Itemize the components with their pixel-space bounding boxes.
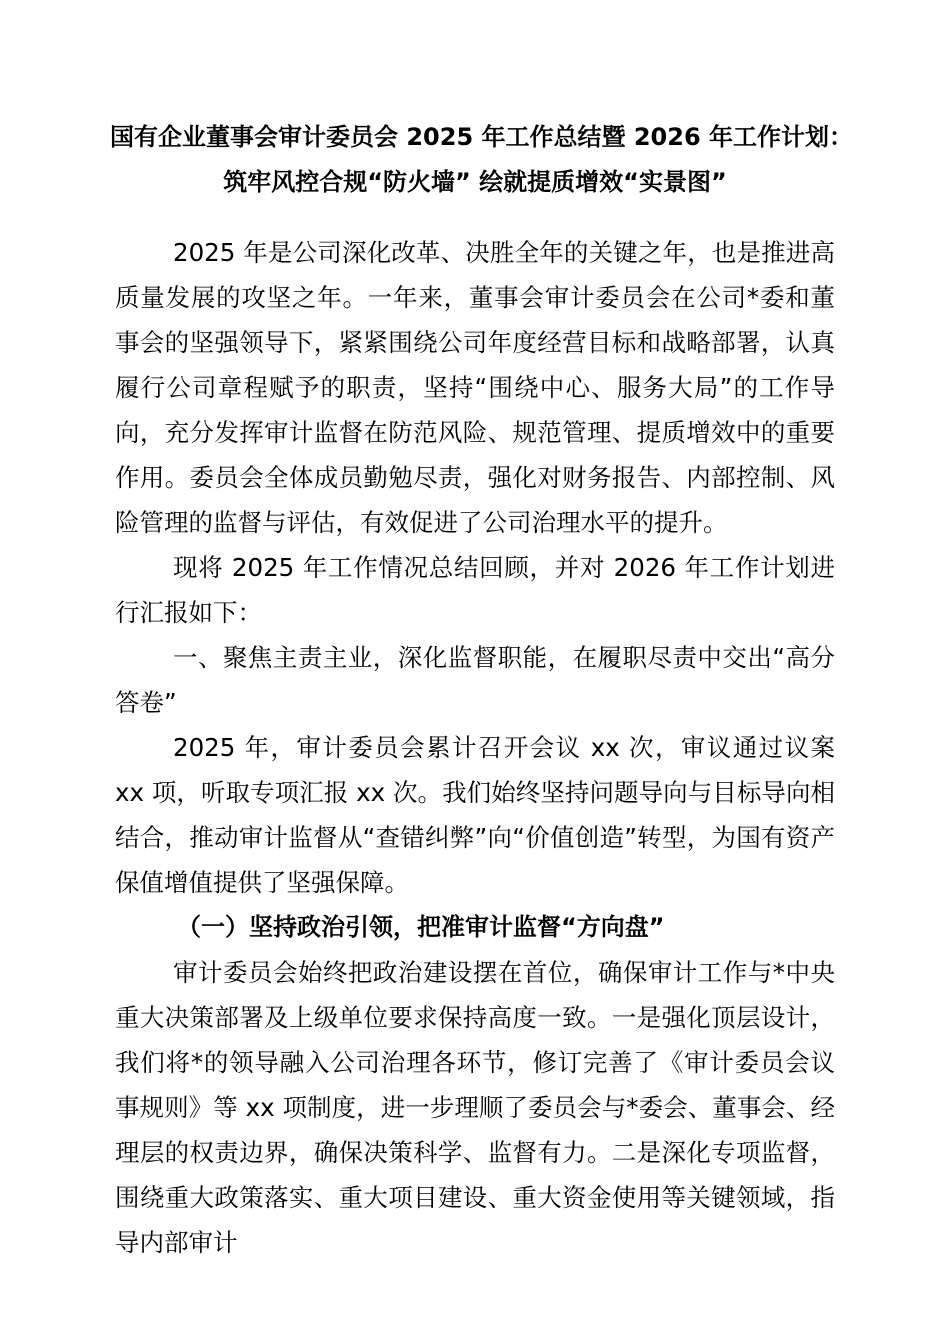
document-title-line-2: 筑牢风控合规“防火墙” 绘就提质增效“实景图” — [223, 168, 727, 196]
subsection-heading: （一）坚持政治引领，把准审计监督“方向盘” — [177, 913, 665, 941]
document-body — [115, 230, 835, 1265]
paragraph-intro: 2025 年是公司深化改革、决胜全年的关键之年，也是推进高质量发展的攻坚之年。一年来，董事会审计委员会在公司*委和董事会的坚强领导下，紧紧围绕公司年度经营目标和战略部署，认真履行公司章程赋予的职责，坚持“围绕中心、服务大局”的工作导向，充分发挥审计监督在防范风险、规范管理、提质增效中的重要作用。委员会全体成员勤勉尽责，强化对财务报告、内部控制、风险管理的监督与评估，有效促进了公司治理水平的提升。 — [115, 238, 835, 537]
document-title-line-1: 国有企业董事会审计委员会 2025 年工作总结暨 2026 年工作计划： — [110, 123, 854, 151]
paragraph-political-leadership: 审计委员会始终把政治建设摆在首位，确保审计工作与*中央重大决策部署及上级单位要求保持高度一致。一是强化顶层设计，我们将*的领导融入公司治理各环节，修订完善了《审计委员会议事规则》等 xx 项制度，进一步理顺了委员会与*委会、董事会、经理层的权责边界，确保决策科学、监督有力。二是深化专项监督，围绕重大政策落实、重大项目建设、重大资金使用等关键领域，指导内部审计 — [115, 958, 835, 1257]
paragraph-summary-statement: 现将 2025 年工作情况总结回顾，并对 2026 年工作计划进行汇报如下： — [115, 553, 835, 627]
paragraph-meeting-stats: 2025 年，审计委员会累计召开会议 xx 次，审议通过议案 xx 项，听取专项汇报 xx 次。我们始终坚持问题导向与目标导向相结合，推动审计监督从“查错纠弊”向“价值创造”转型，为国有资产保值增值提供了坚强保障。 — [115, 733, 835, 897]
section-heading-one: 一、聚焦主责主业，深化监督职能，在履职尽责中交出“高分答卷” — [115, 643, 835, 717]
